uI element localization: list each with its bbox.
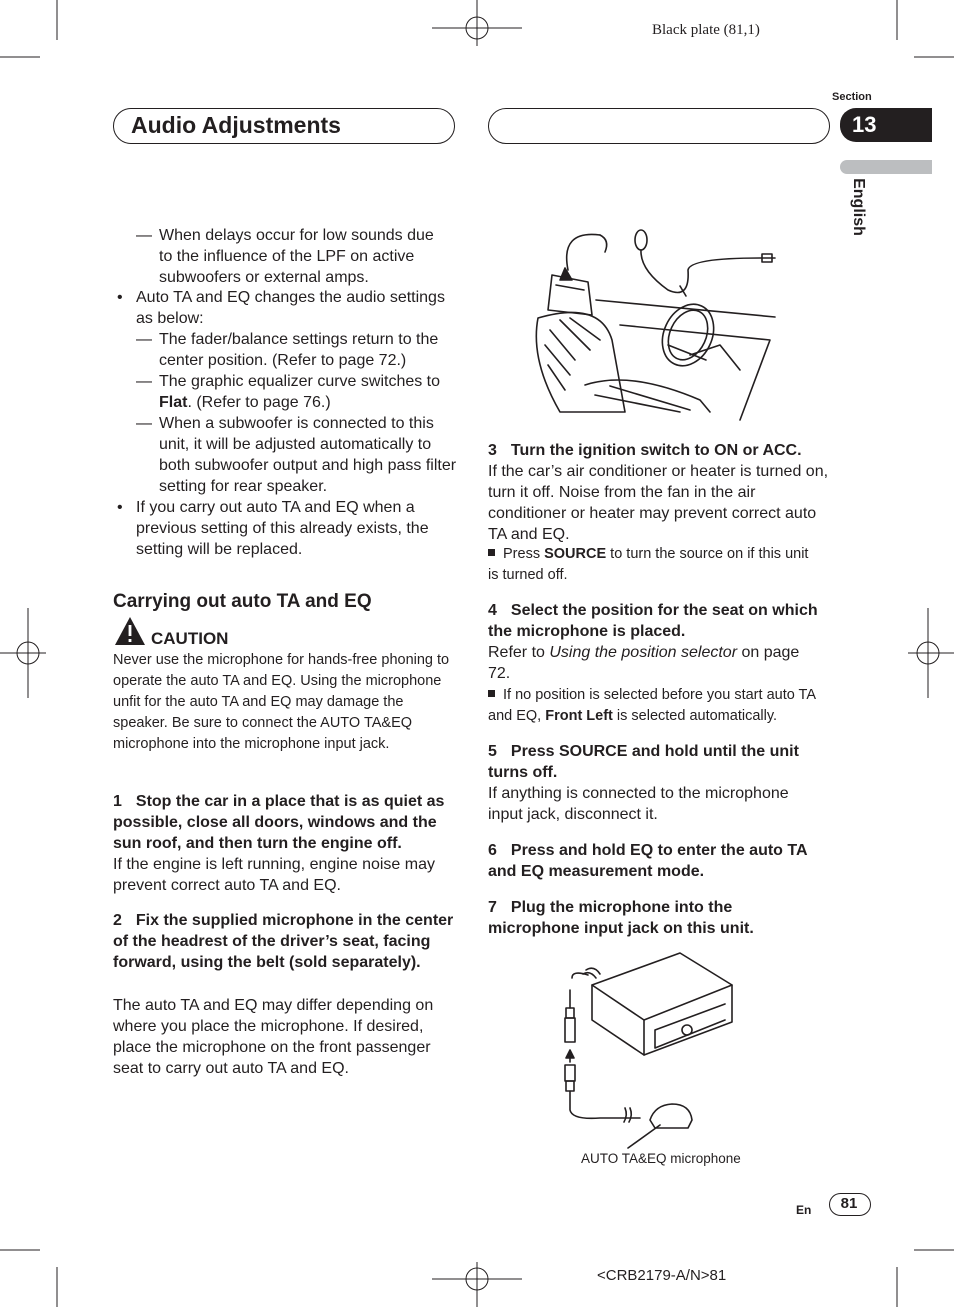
list-item: When delays occur for low sounds due to the influence of the LPF on active subwoofers or external amps. bbox=[159, 227, 434, 286]
step-4-heading: 4 Select the position for the seat on which the microphone is placed. bbox=[488, 602, 818, 640]
step-5-body: If anything is connected to the microphone input jack, disconnect it. bbox=[488, 785, 789, 823]
list-item: The fader/balance settings return to the center position. (Refer to page 72.) bbox=[159, 331, 439, 369]
list-item: Auto TA and EQ changes the audio settings as below: bbox=[136, 289, 445, 327]
step-6-heading: 6 Press and hold EQ to enter the auto TA and EQ measurement mode. bbox=[488, 842, 807, 880]
caution-text: Never use the microphone for hands-free phoning to operate the auto TA and EQ. Using the microphone unfit for the auto TA and EQ may damage the speaker. Be sure to connect the AUTO TA&EQ microphone into the microphone input jack. bbox=[113, 652, 450, 752]
step-4-note: If no position is selected before you start auto TA and EQ, Front Left is selected automatically. bbox=[488, 687, 816, 724]
step-3-heading: 3 Turn the ignition switch to ON or ACC. bbox=[488, 442, 802, 459]
list-item: When a subwoofer is connected to this unit, it will be adjusted automatically to both subwoofer output and high pass filter setting for rear speaker. bbox=[159, 415, 457, 495]
figure-caption: AUTO TA&EQ microphone bbox=[581, 1151, 741, 1166]
section-number: 13 bbox=[852, 112, 877, 137]
section-label: Section bbox=[832, 91, 872, 103]
footer-lang: En bbox=[796, 1203, 812, 1217]
list-item: If you carry out auto TA and EQ when a previous setting of this already exists, the setting will be replaced. bbox=[136, 499, 429, 558]
side-tab-label: English bbox=[850, 178, 867, 236]
step-3-note: Press SOURCE to turn the source on if this unit is turned off. bbox=[488, 546, 809, 583]
subheading: Carrying out auto TA and EQ bbox=[113, 591, 372, 612]
caution-label: CAUTION bbox=[151, 629, 229, 648]
step-3-body: If the car’s air conditioner or heater is turned on, turn it off. Noise from the fan in the air conditioner or heater may prevent correct auto TA and EQ. bbox=[488, 463, 829, 543]
step-5-heading: 5 Press SOURCE and hold until the unit turns off. bbox=[488, 743, 799, 781]
step-2-heading: 2 Fix the supplied microphone in the center of the headrest of the driver’s seat, facing forward, using the belt (sold separately). bbox=[113, 912, 454, 971]
page-title: Audio Adjustments bbox=[131, 112, 341, 138]
page-number: 81 bbox=[840, 1195, 858, 1212]
list-item: The graphic equalizer curve switches to Flat. (Refer to page 76.) bbox=[159, 373, 441, 411]
plate-label: Black plate (81,1) bbox=[652, 22, 760, 38]
step-1-body: If the engine is left running, engine noise may prevent correct auto TA and EQ. bbox=[113, 856, 435, 894]
step-7-heading: 7 Plug the microphone into the microphone input jack on this unit. bbox=[488, 899, 754, 937]
footer-code: <CRB2179-A/N>81 bbox=[597, 1267, 727, 1284]
step-2-body: The auto TA and EQ may differ depending on where you place the microphone. If desired, place the microphone on the front passenger seat to carry out auto TA and EQ. bbox=[113, 997, 434, 1077]
step-4-body: Refer to Using the position selector on page 72. bbox=[488, 644, 800, 682]
step-1-heading: 1 Stop the car in a place that is as quiet as possible, close all doors, windows and the sun roof, and then turn the engine off. bbox=[113, 793, 445, 852]
